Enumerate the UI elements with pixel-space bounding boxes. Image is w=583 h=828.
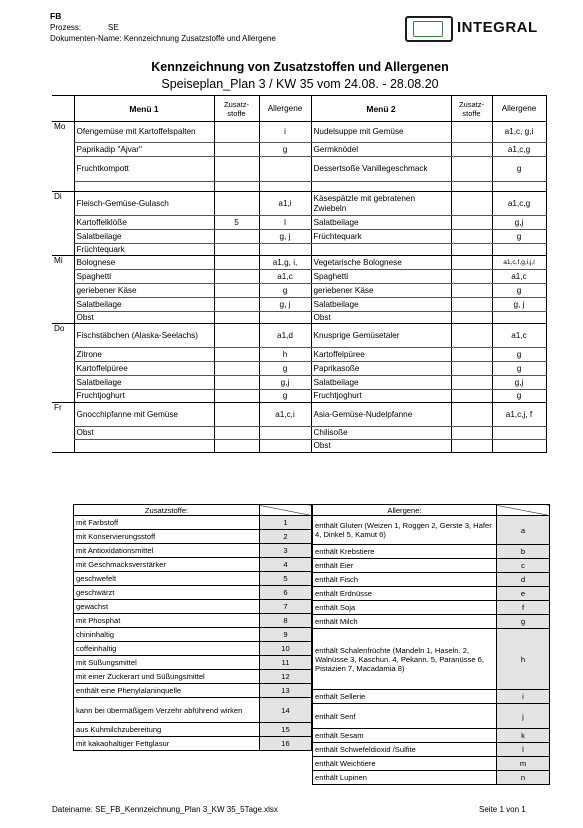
- zusatzstoff-row: [74, 614, 312, 628]
- allergen-row: [313, 516, 550, 545]
- zusatzstoff-code: 2: [260, 530, 312, 544]
- menu-day: [52, 270, 74, 284]
- allergen-label: enthält Senf: [313, 704, 497, 729]
- allergen-row: [313, 629, 550, 690]
- allergen-label: enthält Lupinen: [313, 771, 497, 785]
- zusatzstoff-label: geschwärzt: [74, 586, 260, 600]
- menu-day: [52, 157, 74, 182]
- menu-day: [52, 216, 74, 230]
- allergen-label: enthält Soja: [313, 601, 497, 615]
- menu2-allergene: [492, 244, 546, 256]
- menu1-zusatzstoffe: [214, 440, 259, 453]
- menu2-zusatzstoffe: [451, 390, 492, 403]
- menu-row: [52, 122, 546, 143]
- menu2-zusatzstoffe: [451, 362, 492, 376]
- menu-row: [52, 143, 546, 157]
- zusatzstoff-row: [74, 530, 312, 544]
- menu1-zusatzstoffe: [214, 312, 259, 324]
- menu2-zusatzstoffe: [451, 324, 492, 348]
- menu2-zusatzstoffe: [451, 440, 492, 453]
- menu1-allergene: a1,g, i,: [259, 256, 311, 270]
- menu-row: [52, 284, 546, 298]
- zusatzstoff-label: enthält eine Phenylalaninquelle: [74, 684, 260, 698]
- zusatzstoff-code: 13: [260, 684, 312, 698]
- menu2-allergene: a1,c,j, f: [492, 403, 546, 427]
- menu2-dish: Salatbeilage: [311, 298, 451, 312]
- menu1-zusatzstoffe: [214, 182, 259, 192]
- menu-day: [52, 244, 74, 256]
- allergen-label: enthält Sesam: [313, 729, 497, 743]
- zusatzstoff-code: 15: [260, 723, 312, 737]
- menu1-dish: Salatbeilage: [74, 230, 214, 244]
- menu-day: [52, 182, 74, 192]
- prozess-value: SE: [108, 23, 119, 32]
- menu2-dish: Salatbeilage: [311, 216, 451, 230]
- menu2-dish: Asia-Gemüse-Nudelpfanne: [311, 403, 451, 427]
- zusatzstoff-row: [74, 723, 312, 737]
- menu2-zusatzstoffe: [451, 348, 492, 362]
- integral-logo: [405, 15, 538, 43]
- zusatzstoff-row: [74, 572, 312, 586]
- menu1-dish: Gnocchipfanne mit Gemüse: [74, 403, 214, 427]
- menu1-allergene: i: [259, 122, 311, 143]
- menu-day: [52, 390, 74, 403]
- zusatzstoff-label: mit einer Zuckerart und Süßungsmittel: [74, 670, 260, 684]
- menu2-dish: Fruchtjoghurt: [311, 390, 451, 403]
- allergen-code: i: [497, 690, 550, 704]
- menu-row: [52, 230, 546, 244]
- menu2-zusatzstoffe: [451, 298, 492, 312]
- allergen-label: enthält Eier: [313, 559, 497, 573]
- menu1-zusatzstoffe: [214, 427, 259, 440]
- page-title: Kennzeichnung von Zusatzstoffen und Allergenen: [151, 60, 449, 74]
- menu-row: [52, 216, 546, 230]
- allergene1-header: Allergene: [259, 96, 311, 122]
- menu1-zusatzstoffe: [214, 390, 259, 403]
- menu1-dish: Obst: [74, 427, 214, 440]
- menu2-allergene: g: [492, 157, 546, 182]
- menu1-zusatzstoffe: [214, 324, 259, 348]
- zusatzstoffe-header: Zusatzstoffe:: [74, 505, 260, 516]
- zusatzstoff-label: gewachst: [74, 600, 260, 614]
- allergen-label: enthält Weichtiere: [313, 757, 497, 771]
- menu2-allergene: [492, 427, 546, 440]
- allergen-label: enthält Sellerie: [313, 690, 497, 704]
- menu1-dish: Paprikadip "Ajvar": [74, 143, 214, 157]
- document-header: [50, 11, 276, 44]
- allergen-row: [313, 757, 550, 771]
- zusatzstoffe-legend: [73, 504, 312, 751]
- menu2-dish: Salatbeilage: [311, 376, 451, 390]
- menu-day: [52, 362, 74, 376]
- menu2-zusatzstoffe: [451, 192, 492, 216]
- menu2-dish: Paprikasoße: [311, 362, 451, 376]
- zusatzstoff-code: 14: [260, 698, 312, 723]
- menu-row: [52, 182, 546, 192]
- menu1-zusatzstoffe: [214, 157, 259, 182]
- zusatzstoff-label: aus Kuhmilchzubereitung: [74, 723, 260, 737]
- menu1-zusatzstoffe: [214, 376, 259, 390]
- menu1-dish: Fischstäbchen (Alaska-Seelachs): [74, 324, 214, 348]
- menu1-dish: Fruchtjoghurt: [74, 390, 214, 403]
- menu1-zusatzstoffe: [214, 230, 259, 244]
- zusatzstoff-row: [74, 670, 312, 684]
- menu2-zusatzstoffe: [451, 157, 492, 182]
- footer-filename: Dateiname: SE_FB_Kennzeichnung_Plan 3_KW 35_5Tage.xlsx: [52, 805, 278, 814]
- menu1-allergene: a1,i: [259, 192, 311, 216]
- allergen-row: [313, 690, 550, 704]
- zusatzstoff-code: 4: [260, 558, 312, 572]
- menu-day: Di: [54, 192, 62, 201]
- zusatzstoff-label: mit Süßungsmittel: [74, 656, 260, 670]
- menu-day: [52, 230, 74, 244]
- menu-day: [52, 312, 74, 324]
- allergen-label: enthält Schalenfrüchte (Mandeln 1, Haseln. 2, Walnüsse 3, Kaschun. 4, Pekann. 5, Paranüsse 6, Pistazien 7, Macadamia 8): [313, 629, 497, 690]
- menu-row: [52, 244, 546, 256]
- allergen-row: [313, 601, 550, 615]
- menu-row: [52, 440, 546, 453]
- menu-row: [52, 362, 546, 376]
- allergen-row: [313, 545, 550, 559]
- allergen-label: enthält Schwefeldioxid /Sulfite: [313, 743, 497, 757]
- menu2-zusatzstoffe: [451, 256, 492, 270]
- menu1-dish: [74, 440, 214, 453]
- zusatzstoffe-header-corner: [260, 505, 312, 516]
- zusatzstoff-label: coffeinhaltig: [74, 642, 260, 656]
- menu2-zusatzstoffe: [451, 216, 492, 230]
- menu2-zusatzstoffe: [451, 230, 492, 244]
- menu1-zusatzstoffe: [214, 192, 259, 216]
- allergen-row: [313, 587, 550, 601]
- menu2-allergene: a1,c,g: [492, 192, 546, 216]
- menu-row: [52, 312, 546, 324]
- menu1-dish: Ofengemüse mit Kartoffelspalten: [74, 122, 214, 143]
- menu2-allergene: a1,c,f,g,i,j,l: [492, 256, 546, 270]
- menu2-allergene: [492, 182, 546, 192]
- footer-page: Seite 1 von 1: [479, 805, 526, 814]
- menu1-zusatzstoffe: [214, 270, 259, 284]
- menu2-dish: Dessertsoße Vanillegeschmack: [311, 157, 451, 182]
- menu1-zusatzstoffe: 5: [214, 216, 259, 230]
- menu-row: [52, 403, 546, 427]
- menu2-allergene: g: [492, 284, 546, 298]
- menu1-allergene: l: [259, 216, 311, 230]
- zusatzstoff-row: [74, 642, 312, 656]
- menu2-dish: Chilisoße: [311, 427, 451, 440]
- menu1-dish: Bolognese: [74, 256, 214, 270]
- menu2-dish: Vegetarische Bolognese: [311, 256, 451, 270]
- menu2-dish: geriebener Käse: [311, 284, 451, 298]
- allergen-code: a: [497, 516, 550, 545]
- zusatzstoff-label: mit Phosphat: [74, 614, 260, 628]
- menu1-zusatzstoffe: [214, 362, 259, 376]
- menu-header-row: [52, 96, 546, 122]
- menu2-allergene: a1,c: [492, 270, 546, 284]
- menu1-zusatzstoffe: [214, 403, 259, 427]
- menu1-zusatzstoffe: [214, 284, 259, 298]
- menu1-dish: Fruchtkompott: [74, 157, 214, 182]
- menu2-allergene: [492, 440, 546, 453]
- zusatzstoff-code: 7: [260, 600, 312, 614]
- menu2-allergene: g: [492, 348, 546, 362]
- zusatzstoff-label: mit Konservierungsstoff: [74, 530, 260, 544]
- zusatzstoff-row: [74, 684, 312, 698]
- menu1-zusatzstoffe: [214, 244, 259, 256]
- menu1-allergene: [259, 312, 311, 324]
- allergen-code: f: [497, 601, 550, 615]
- menu2-dish: Spaghetti: [311, 270, 451, 284]
- allergen-label: enthält Krebstiere: [313, 545, 497, 559]
- menu1-dish: Salatbeilage: [74, 376, 214, 390]
- allergen-label: enthält Erdnüsse: [313, 587, 497, 601]
- menu2-dish: Germknödel: [311, 143, 451, 157]
- menu2-zusatzstoffe: [451, 270, 492, 284]
- allergen-code: g: [497, 615, 550, 629]
- menu2-header: Menü 2: [311, 96, 451, 122]
- menu1-zusatzstoffe: [214, 256, 259, 270]
- allergen-code: e: [497, 587, 550, 601]
- menu2-zusatzstoffe: [451, 143, 492, 157]
- allergen-code: c: [497, 559, 550, 573]
- prozess-label: Prozess:: [50, 23, 82, 32]
- menu1-dish: Fleisch-Gemüse-Gulasch: [74, 192, 214, 216]
- menu-day: Do: [54, 324, 65, 333]
- menu2-zusatzstoffe: [451, 403, 492, 427]
- menu2-zusatzstoffe: [451, 427, 492, 440]
- menu1-dish: Salatbeilage: [74, 298, 214, 312]
- zusatzstoff-label: mit kakaohaltiger Fettglasur: [74, 737, 260, 751]
- menu2-allergene: g: [492, 390, 546, 403]
- menu1-dish: Zitrone: [74, 348, 214, 362]
- menu-row: [52, 256, 546, 270]
- menu2-dish: [311, 182, 451, 192]
- menu1-zusatzstoffe: [214, 298, 259, 312]
- allergen-code: l: [497, 743, 550, 757]
- menu-row: [52, 376, 546, 390]
- menu1-dish: Spaghetti: [74, 270, 214, 284]
- allergen-label: enthält Milch: [313, 615, 497, 629]
- menu-day: [52, 143, 74, 157]
- menu2-allergene: g: [492, 230, 546, 244]
- menu-day: Fr: [54, 403, 62, 412]
- menu2-dish: Kartoffelpüree: [311, 348, 451, 362]
- menu1-allergene: [259, 157, 311, 182]
- menu-day: Mo: [54, 122, 66, 131]
- zusatzstoff-row: [74, 586, 312, 600]
- menu-row: [52, 427, 546, 440]
- menu2-allergene: a1,c: [492, 324, 546, 348]
- menu1-header: Menü 1: [74, 96, 214, 122]
- zusatzstoff-code: 1: [260, 516, 312, 530]
- menu2-zusatzstoffe: [451, 284, 492, 298]
- logo-text: INTEGRAL: [457, 19, 538, 36]
- zusatzstoff-code: 8: [260, 614, 312, 628]
- allergene-header-corner: [497, 505, 550, 516]
- menu1-allergene: [259, 182, 311, 192]
- menu2-zusatzstoffe: [451, 312, 492, 324]
- menu-row: [52, 324, 546, 348]
- menu-row: [52, 270, 546, 284]
- menu1-dish: Kartoffelklöße: [74, 216, 214, 230]
- allergene-header: Allergene:: [313, 505, 497, 516]
- menu2-dish: Käsespätzle mit gebratenen Zwiebeln: [311, 192, 451, 216]
- allergen-row: [313, 559, 550, 573]
- menu1-allergene: g, j: [259, 230, 311, 244]
- form-code: FB: [50, 11, 62, 21]
- menu1-zusatzstoffe: [214, 122, 259, 143]
- menu1-allergene: g: [259, 284, 311, 298]
- menu1-zusatzstoffe: [214, 143, 259, 157]
- menu-table: [52, 95, 547, 453]
- menu2-dish: Knusprige Gemüsetaler: [311, 324, 451, 348]
- allergen-row: [313, 704, 550, 729]
- zusatzstoff-code: 11: [260, 656, 312, 670]
- menu-row: [52, 348, 546, 362]
- menu2-zusatzstoffe: [451, 182, 492, 192]
- menu1-dish: geriebener Käse: [74, 284, 214, 298]
- zusatzstoff-label: geschwefelt: [74, 572, 260, 586]
- allergen-row: [313, 729, 550, 743]
- menu-day: [52, 348, 74, 362]
- menu2-zusatzstoffe: [451, 376, 492, 390]
- allergen-code: n: [497, 771, 550, 785]
- menu-day: Mi: [54, 256, 63, 265]
- menu1-dish: Kartoffelpüree: [74, 362, 214, 376]
- menu2-allergene: a1,c, g,i: [492, 122, 546, 143]
- allergen-code: m: [497, 757, 550, 771]
- menu1-dish: Obst: [74, 312, 214, 324]
- zusatzstoff-code: 6: [260, 586, 312, 600]
- docname-label: Dokumenten-Name:: [50, 34, 122, 43]
- menu1-allergene: [259, 440, 311, 453]
- menu-row: [52, 390, 546, 403]
- menu2-allergene: g, j: [492, 298, 546, 312]
- menu1-allergene: [259, 244, 311, 256]
- menu1-allergene: g: [259, 143, 311, 157]
- menu1-allergene: a1,d: [259, 324, 311, 348]
- zusatzstoff-label: mit Geschmacksverstärker: [74, 558, 260, 572]
- zusatzstoff-row: [74, 558, 312, 572]
- menu-day: [52, 440, 74, 453]
- allergen-row: [313, 615, 550, 629]
- menu2-allergene: g: [492, 362, 546, 376]
- menu-row: [52, 298, 546, 312]
- menu2-allergene: [492, 312, 546, 324]
- zusatzstoff-row: [74, 544, 312, 558]
- menu1-dish: Früchtequark: [74, 244, 214, 256]
- zusatzstoff-row: [74, 737, 312, 751]
- menu1-dish: [74, 182, 214, 192]
- menu1-allergene: a1,c,i: [259, 403, 311, 427]
- menu2-dish: [311, 244, 451, 256]
- allergen-row: [313, 743, 550, 757]
- zusatzstoff-code: 3: [260, 544, 312, 558]
- menu2-allergene: g,j: [492, 376, 546, 390]
- allergene-legend: [312, 504, 550, 785]
- allergen-row: [313, 771, 550, 785]
- zusatzstoff-row: [74, 516, 312, 530]
- menu2-dish: Früchtequark: [311, 230, 451, 244]
- menu1-allergene: g,j: [259, 376, 311, 390]
- allergen-label: enthält Fisch: [313, 573, 497, 587]
- zusatzstoff-code: 10: [260, 642, 312, 656]
- menu2-dish: Nudelsuppe mit Gemüse: [311, 122, 451, 143]
- menu1-allergene: h: [259, 348, 311, 362]
- menu2-zusatzstoffe: [451, 244, 492, 256]
- menu-row: [52, 157, 546, 182]
- menu2-zusatzstoffe: [451, 122, 492, 143]
- allergen-label: enthält Gluten (Weizen 1, Roggen 2, Gerste 3, Hafer 4, Dinkel 5, Kamut 6): [313, 516, 497, 545]
- menu-row: [52, 192, 546, 216]
- allergen-row: [313, 573, 550, 587]
- zusatzstoff-label: chininhaltig: [74, 628, 260, 642]
- zusatz1-header: Zusatz- stoffe: [214, 96, 259, 122]
- allergen-code: d: [497, 573, 550, 587]
- zusatzstoff-row: [74, 628, 312, 642]
- zusatzstoff-row: [74, 698, 312, 723]
- menu1-allergene: g: [259, 362, 311, 376]
- menu1-zusatzstoffe: [214, 348, 259, 362]
- menu-day: [52, 427, 74, 440]
- zusatzstoff-code: 5: [260, 572, 312, 586]
- zusatzstoff-label: mit Antioxidationsmittel: [74, 544, 260, 558]
- zusatzstoff-code: 12: [260, 670, 312, 684]
- zusatzstoff-code: 9: [260, 628, 312, 642]
- allergen-code: k: [497, 729, 550, 743]
- logo-inner-mark-icon: [413, 21, 443, 37]
- page-subtitle: Speiseplan_Plan 3 / KW 35 vom 24.08. - 28.08.20: [161, 77, 439, 91]
- zusatzstoff-label: mit Farbstoff: [74, 516, 260, 530]
- allergen-code: b: [497, 545, 550, 559]
- zusatzstoff-row: [74, 600, 312, 614]
- docname-value: Kennzeichnung Zusatzstoffe und Allergene: [123, 34, 276, 43]
- menu-day: [52, 376, 74, 390]
- menu-day: [52, 284, 74, 298]
- menu1-allergene: [259, 427, 311, 440]
- menu1-allergene: g: [259, 390, 311, 403]
- menu-day: [52, 298, 74, 312]
- menu1-allergene: a1,c: [259, 270, 311, 284]
- menu1-allergene: g, j: [259, 298, 311, 312]
- allergen-code: h: [497, 629, 550, 690]
- zusatz2-header: Zusatz- stoffe: [451, 96, 492, 122]
- allergene2-header: Allergene: [492, 96, 546, 122]
- menu2-allergene: a1,c,g: [492, 143, 546, 157]
- zusatzstoff-label: kann bei übermäßigem Verzehr abführend wirken: [74, 698, 260, 723]
- zusatzstoff-code: 16: [260, 737, 312, 751]
- menu2-allergene: g,j: [492, 216, 546, 230]
- allergen-code: j: [497, 704, 550, 729]
- zusatzstoff-row: [74, 656, 312, 670]
- menu2-dish: Obst: [311, 312, 451, 324]
- menu2-dish: Obst: [311, 440, 451, 453]
